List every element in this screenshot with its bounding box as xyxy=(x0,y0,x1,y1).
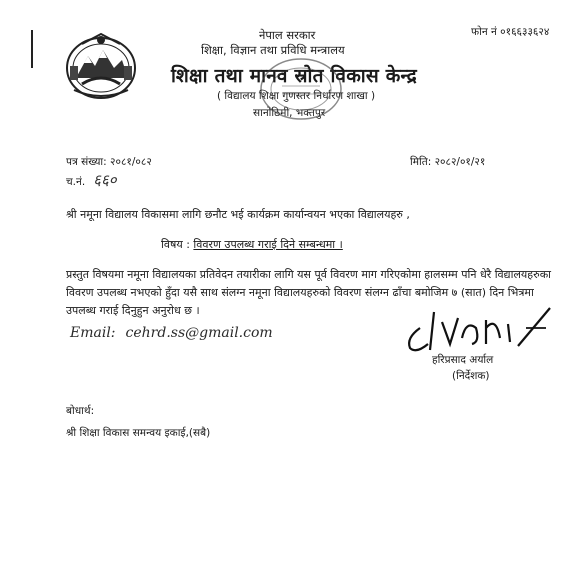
dispatch-number xyxy=(66,170,117,190)
letter-reference-number: पत्र संख्या: २०८१/०८२ xyxy=(66,156,152,168)
email-label: Email: xyxy=(70,325,116,341)
handwritten-signature xyxy=(400,298,560,356)
government-emblem-icon xyxy=(62,30,140,102)
phone-number: फोन नं ०१६६३३६२४ xyxy=(471,26,550,38)
header-government: नेपाल सरकार xyxy=(259,28,316,42)
signatory-title: (निर्देशक) xyxy=(452,370,490,382)
margin-mark xyxy=(31,30,33,68)
subject-line xyxy=(161,237,343,252)
cc-label: बोधार्थ: xyxy=(66,405,95,417)
email-line xyxy=(70,325,273,341)
header-ministry: शिक्षा, विज्ञान तथा प्रविधि मन्त्रालय xyxy=(201,43,345,57)
letter-body: प्रस्तुत विषयमा नमूना विद्यालयका प्रतिवेदन तयारीका लागि यस पूर्व विवरण माग गरिएकोमा हालसम्म पनि धेरै विद्यालयहरुका विवरण उपलब्ध नभएको हुँदा यसै साथ संलग्न नमूना विद्यालयहरुको विवरण संलग्न ढाँचा बमोजिम ७ (सात) दिन भित्रमा उपलब्ध गराई दिनुहुन अनुरोध छ । xyxy=(66,268,551,317)
letter-date: मिति: २०८२/०१/२१ xyxy=(410,156,486,168)
signatory-name: हरिप्रसाद अर्याल xyxy=(432,354,494,366)
header-section: ( विद्यालय शिक्षा गुणस्तर निर्धारण शाखा ) xyxy=(217,90,376,102)
subject-label: विषय : xyxy=(161,238,190,251)
dispatch-value: ६६० xyxy=(93,171,117,189)
header-office: शिक्षा तथा मानव स्रोत विकास केन्द्र xyxy=(171,65,417,87)
header-location: सानोठिमी, भक्तपुर xyxy=(253,107,326,119)
subject-value: विवरण उपलब्ध गराई दिने सम्बन्धमा । xyxy=(193,238,343,251)
cc-item: श्री शिक्षा विकास समन्वय इकाई,(सबै) xyxy=(66,427,211,439)
dispatch-label: च.नं. xyxy=(66,176,86,188)
addressee: श्री नमूना विद्यालय विकासमा लागि छनौट भई कार्यक्रम कार्यान्वयन भएका विद्यालयहरु , xyxy=(66,208,410,221)
email-address[interactable]: cehrd.ss@gmail.com xyxy=(125,325,273,341)
office-stamp-icon xyxy=(258,56,344,122)
